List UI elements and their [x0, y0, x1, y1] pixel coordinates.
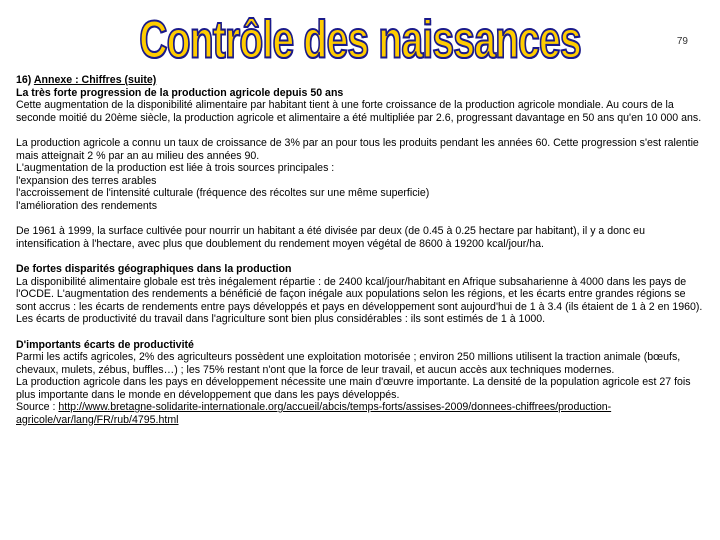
paragraph: De 1961 à 1999, la surface cultivée pour nourrir un habitant a été divisée par deux (de 0.45 à 0.25 hectare par habitant), il y a donc eu intensification à l'hectare, avec plus que doublement du rendement moyen végétal de 8600 à 19200 kcal/jour/ha.: [16, 225, 645, 250]
section-heading: La très forte progression de la production agricole depuis 50 ans: [16, 86, 344, 99]
paragraph: La production agricole a connu un taux de croissance de 3% par an pour tous les produits pendant les années 60. Cette progression s'est ralentie mais atteignait 2 % par an au milieu des années 90.: [16, 137, 699, 162]
section-heading: D'importants écarts de productivité: [16, 338, 194, 351]
source-link[interactable]: http://www.bretagne-solidarite-internationale.org/accueil/abcis/temps-forts/assises-2009/donnees-chiffrees/production-agricole/var/lang/FR/rub/4795.html: [16, 401, 612, 426]
list-item: l'amélioration des rendements: [16, 199, 157, 212]
source-line: [16, 401, 706, 426]
annex-header: [16, 74, 706, 87]
title-banner: [0, 8, 720, 72]
list-item: l'expansion des terres arables: [16, 174, 157, 187]
page-number: 79: [676, 36, 688, 47]
annex-number: 16): [16, 74, 32, 86]
page-title: Contrôle des naissances: [139, 10, 581, 69]
section-heading: De fortes disparités géographiques dans la production: [16, 263, 292, 275]
paragraph: Cette augmentation de la disponibilité alimentaire par habitant tient à une forte croissance de la production agricole mondiale. Au cours de la seconde moitié du 20ème siècle, la production agricole et alimentaire a été multipliée par 2.6, progressant davantage en 50 ans qu'en 10 000 ans.: [16, 99, 702, 124]
source-label: Source :: [16, 401, 59, 413]
paragraph: L'augmentation de la production est liée à trois sources principales :: [16, 162, 335, 174]
paragraph: Les écarts de productivité du travail dans l'agriculture sont bien plus considérables : ils sont estimés de 1 à 1000.: [16, 313, 546, 325]
annex-title: Annexe : Chiffres (suite): [33, 74, 157, 86]
list-item: l'accroissement de l'intensité culturale (fréquence des récoltes sur une même superficie): [16, 187, 430, 199]
document-body: [16, 74, 706, 426]
paragraph: La production agricole dans les pays en développement nécessite une main d'œuvre importante. La densité de la population agricole est 27 fois plus importante dans le monde en développement que dans les pays développés.: [16, 376, 691, 401]
paragraph: La disponibilité alimentaire globale est très inégalement répartie : de 2400 kcal/jour/habitant en Afrique subsaharienne à 4000 dans les pays de l'OCDE. L'augmentation des rendements a bénéficié de façon inégale aux populations selon les régions, et les écarts entre grandes régions se sont accrus : les écarts de rendements entre pays développés et pays en développement sont aujourd'hui de 1 à 3.4 (ils étaient de 1 à 2 en 1960).: [16, 275, 703, 313]
paragraph: Parmi les actifs agricoles, 2% des agriculteurs possèdent une exploitation motorisée ; environ 250 millions utilisent la traction animale (bœufs, chevaux, mulets, zébus, buffles…) ; les 75% restant n'ont que la force de leur travail, et aucun accès aux techniques modernes.: [16, 351, 681, 376]
